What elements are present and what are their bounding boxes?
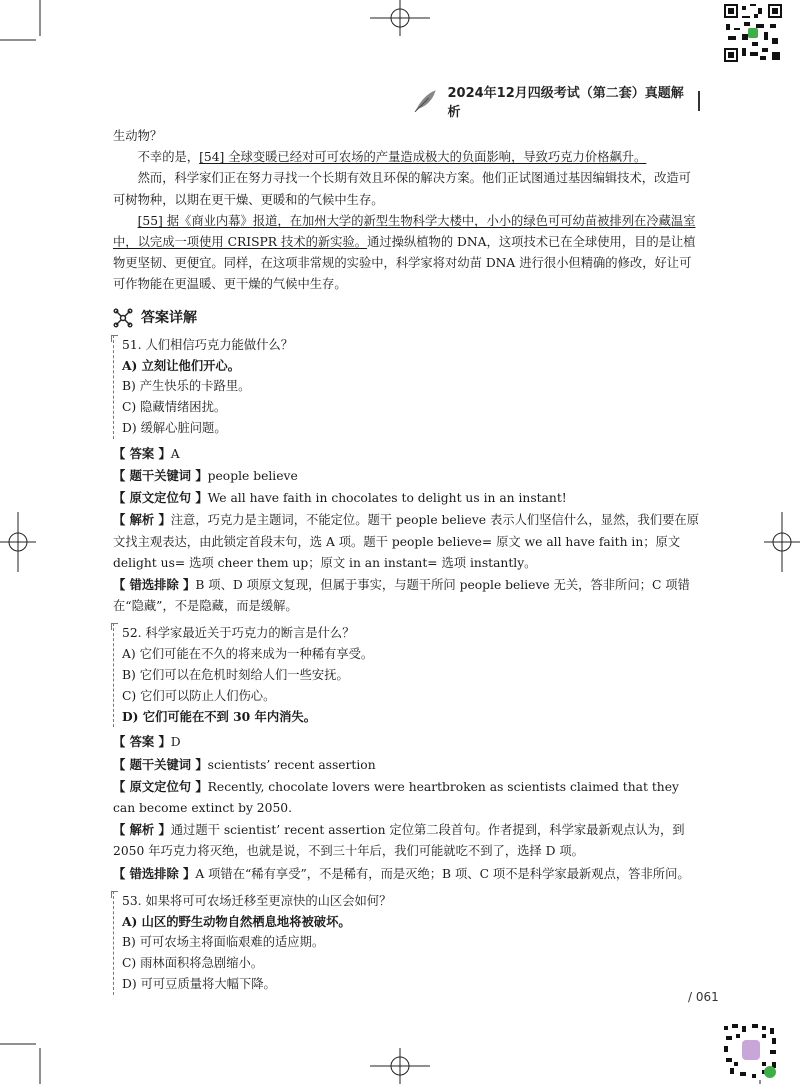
page-content xyxy=(113,126,701,999)
q51-ana-tag: 【 解析 】 xyxy=(113,512,171,528)
p1-underlined: [54] 全球变暖已经对可可农场的产量造成极大的负面影响，导致巧克力价格飙升。 xyxy=(199,150,647,165)
q53-option-a: A) 山区的野生动物自然栖息地将被破坏。 xyxy=(122,913,351,929)
q51-option-a: A) 立刻让他们开心。 xyxy=(122,357,241,373)
q51-err-value: B 项、D 项原文复现，但属于事实，与题干所问 people believe 无关，答非所问；C 项错在“隐藏”，不是隐藏，而是缓解。 xyxy=(113,578,690,614)
q52-ana-value: 通过题干 scientist’ recent assertion 定位第二段首句。作者提到，科学家最新观点认为，到 2050 年巧克力将灭绝，也就是说，不到三十年后，我们可能就吃不到了，选择 D 项。 xyxy=(113,823,685,859)
section-title: 答案详解 xyxy=(141,309,197,326)
question-52-block xyxy=(113,623,701,727)
q52-option-c: C) 它们可以防止人们伤心。 xyxy=(122,688,276,703)
p3-underlined: [55] 据《商业内幕》报道，在加州大学的新型生物科学大楼中，小小的绿色可可幼苗被排列在冷藏温室中，以完成一项使用 CRISPR 技术的新实验。 xyxy=(113,213,696,250)
molecule-icon xyxy=(113,308,133,328)
q53-option-d: D) 可可豆质量将大幅下降。 xyxy=(122,977,276,992)
q52-loc-value: Recently, chocolate lovers were heartbroken as scientists claimed that they can become extinct by 2050. xyxy=(113,779,679,816)
q52-analysis xyxy=(113,819,701,862)
q51-loc-value: We all have faith in chocolates to delight us in an instant! xyxy=(207,491,567,506)
q51-option-c: C) 隐藏情绪困扰。 xyxy=(122,400,227,415)
q52-locate xyxy=(113,776,701,819)
q51-answer-value: A xyxy=(170,446,180,461)
q51-kw-value: people believe xyxy=(207,469,298,484)
q51-option-b: B) 产生快乐的卡路里。 xyxy=(122,379,251,394)
q51-answer-tag: 【 答案 】 xyxy=(113,445,171,461)
q52-keyword xyxy=(113,754,701,776)
question-51-block xyxy=(113,335,701,439)
q52-answer-value: D xyxy=(170,735,181,750)
q51-locate xyxy=(113,487,701,509)
q52-option-d: D) 它们可能在不到 30 年内消失。 xyxy=(122,708,317,724)
q51-ana-value: 注意，巧克力是主题词，不能定位。题干 people believe 表示人们坚信什么，显然，我们要在原文找主观表达，由此锁定首段末句，选 A 项。题干 people believe= 原文 we all have faith in；原文 delight us= 选项 cheer them up；原文 in an instant= 选项 instantly。 xyxy=(113,513,700,570)
q51-errors xyxy=(113,574,701,617)
q51-keyword xyxy=(113,465,701,487)
q52-answer xyxy=(113,731,701,753)
q52-ana-tag: 【 解析 】 xyxy=(113,822,171,838)
page-number: / 061 xyxy=(688,990,719,1004)
q51-option-d: D) 缓解心脏问题。 xyxy=(122,421,227,436)
q53-option-c: C) 雨林面积将急剧缩小。 xyxy=(122,956,264,971)
passage-paragraph-1 xyxy=(113,147,701,168)
passage-line-0: 生动物？ xyxy=(113,129,163,143)
running-header xyxy=(412,86,700,120)
p3-text: 通过操纵植物的 DNA，这项技术已在全球使用，目的是让植物更坚韧、更便宜。同样，在这项非常规的实验中，科学家将对幼苗 DNA 进行很小但精确的修改，好让可可作物能在更温暖、更干燥的气候中生存。 xyxy=(113,235,696,292)
q52-kw-value: scientists’ recent assertion xyxy=(207,757,376,772)
q52-option-b: B) 它们可以在危机时刻给人们一些安抚。 xyxy=(122,668,349,683)
passage-paragraph-3 xyxy=(113,211,701,296)
feather-icon xyxy=(412,88,438,114)
qr-code-top xyxy=(724,4,782,62)
q52-answer-tag: 【 答案 】 xyxy=(113,734,171,750)
q52-err-tag: 【 错选排除 】 xyxy=(113,865,196,881)
q51-analysis xyxy=(113,509,701,574)
q51-stem: 51. 人们相信巧克力能做什么？ xyxy=(122,337,294,352)
q53-stem: 53. 如果将可可农场迁移至更凉快的山区会如何？ xyxy=(122,893,392,908)
q52-option-a: A) 它们可能在不久的将来成为一种稀有享受。 xyxy=(122,647,374,662)
p1-text: 不幸的是， xyxy=(137,150,200,165)
q51-err-tag: 【 错选排除 】 xyxy=(113,577,196,593)
q51-kw-tag: 【 题干关键词 】 xyxy=(113,468,208,484)
section-heading xyxy=(113,308,701,329)
question-53-block xyxy=(113,891,701,995)
q51-answer xyxy=(113,443,701,465)
passage-paragraph-2: 然而，科学家们正在努力寻找一个长期有效且环保的解决方案。他们正试图通过基因编辑技术，改造可可树物种，以期在更干燥、更暖和的气候中生存。 xyxy=(113,171,691,207)
q52-err-value: A 项错在“稀有享受”，不是稀有，而是灭绝；B 项、C 项不是科学家最新观点，答非所问。 xyxy=(195,866,690,881)
q52-errors xyxy=(113,863,701,885)
qr-code-bottom xyxy=(722,1022,780,1080)
q52-kw-tag: 【 题干关键词 】 xyxy=(113,756,208,772)
q52-loc-tag: 【 原文定位句 】 xyxy=(113,778,208,794)
header-divider xyxy=(698,91,700,111)
q51-loc-tag: 【 原文定位句 】 xyxy=(113,490,208,506)
q53-option-b: B) 可可农场主将面临艰难的适应期。 xyxy=(122,935,325,950)
header-title: 2024年12月四级考试（第二套）真题解析 xyxy=(447,86,684,120)
q52-stem: 52. 科学家最近关于巧克力的断言是什么？ xyxy=(122,626,355,641)
